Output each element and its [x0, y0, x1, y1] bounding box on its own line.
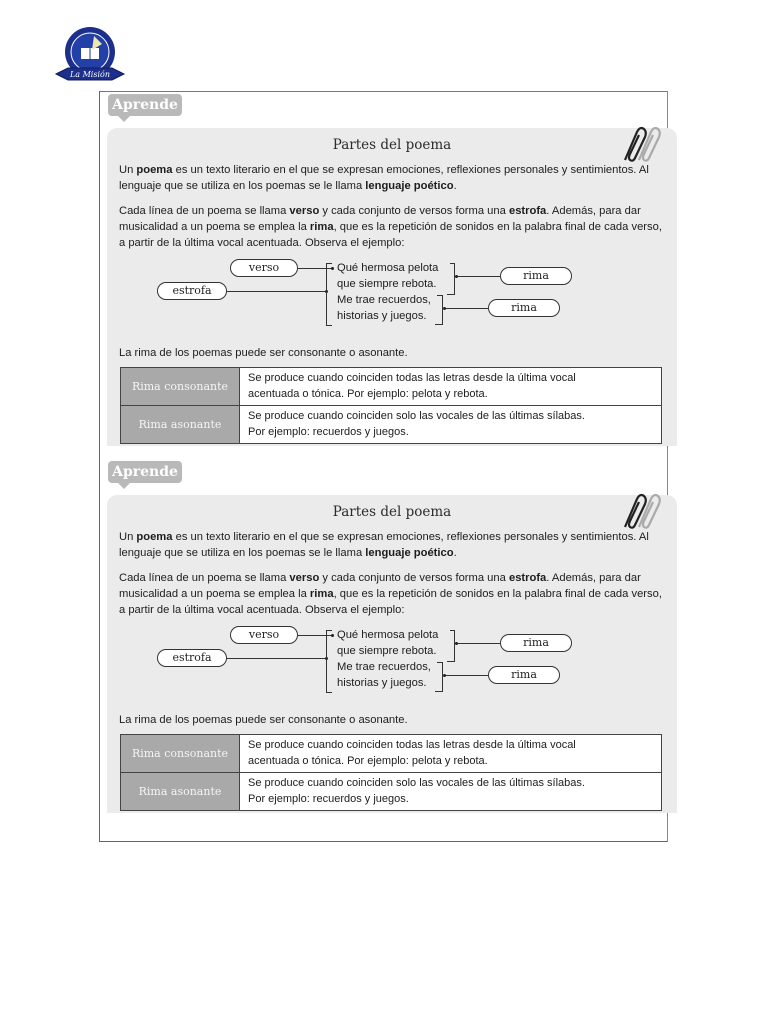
connector [456, 643, 500, 644]
verso-label: verso [230, 626, 298, 644]
row-header: Rima asonante [121, 773, 240, 811]
rima-label-2: rima [488, 666, 560, 684]
connector [444, 675, 488, 676]
svg-text:La Misión: La Misión [69, 70, 111, 79]
lesson-card [107, 128, 677, 446]
lesson-card [107, 495, 677, 813]
paperclip-icon [613, 124, 663, 164]
rhyme-types-table [120, 734, 662, 811]
row-description: Se produce cuando coinciden todas las letras desde la última vocal acentuada o tónica. Por ejemplo: pelota y rebota. [240, 735, 662, 773]
bracket-tick [450, 263, 455, 264]
row-description: Se produce cuando coinciden solo las vocales de las últimas sílabas. Por ejemplo: recuerdos y juegos. [240, 773, 662, 811]
bracket-tick [450, 630, 455, 631]
rhyme-types-table [120, 367, 662, 444]
table-row [121, 406, 662, 444]
verse-line: Me trae recuerdos, [337, 294, 431, 306]
connector [227, 291, 327, 292]
school-crest-icon [54, 26, 126, 86]
learn-section-2 [100, 458, 668, 823]
rima-bracket-2 [442, 295, 443, 325]
bracket-tick [326, 263, 332, 264]
connector-dot [443, 674, 446, 677]
rima-bracket-2 [442, 662, 443, 692]
definition-paragraph: Cada línea de un poema se llama verso y cada conjunto de versos forma una estrofa. Además, para dar musicalidad a un poema se emplea la rima, que es la repetición de sonidos en la palabra final de cada verso, a partir de la última vocal acentuada. Observa el ejemplo: [119, 205, 662, 249]
lesson-title: Partes del poema [332, 504, 452, 520]
connector [444, 308, 488, 309]
intro-paragraph: Un poema es un texto literario en el que se expresan emociones, reflexiones personales y sentimientos. Al lenguaje que se utiliza en los poemas se le llama lenguaje poético. [119, 164, 649, 192]
lesson-title: Partes del poema [332, 137, 452, 153]
estrofa-label: estrofa [157, 282, 227, 300]
learn-section-1 [100, 91, 668, 456]
rhyme-types-intro: La rima de los poemas puede ser consonante o asonante. [119, 347, 408, 359]
school-logo [54, 26, 126, 86]
definition-paragraph: Cada línea de un poema se llama verso y cada conjunto de versos forma una estrofa. Además, para dar musicalidad a un poema se emplea la rima, que es la repetición de sonidos en la palabra final de cada verso, a partir de la última vocal acentuada. Observa el ejemplo: [119, 572, 662, 616]
rima-bracket-1 [454, 630, 455, 662]
aprende-tag: Aprende [108, 94, 182, 116]
connector [227, 658, 327, 659]
row-header: Rima asonante [121, 406, 240, 444]
connector-dot [455, 642, 458, 645]
bracket-tick [326, 692, 332, 693]
rima-label-1: rima [500, 267, 572, 285]
row-header: Rima consonante [121, 368, 240, 406]
bracket-tick [447, 661, 455, 662]
estrofa-bracket [326, 263, 327, 326]
aprende-tag: Aprende [108, 461, 182, 483]
rima-bracket-1 [454, 263, 455, 295]
verso-label: verso [230, 259, 298, 277]
row-header: Rima consonante [121, 735, 240, 773]
verse-line: Me trae recuerdos, [337, 661, 431, 673]
row-description: Se produce cuando coinciden todas las letras desde la última vocal acentuada o tónica. Por ejemplo: pelota y rebota. [240, 368, 662, 406]
verse-line: que siempre rebota. [337, 278, 437, 290]
bracket-tick [435, 324, 443, 325]
connector [456, 276, 500, 277]
rhyme-types-intro: La rima de los poemas puede ser consonante o asonante. [119, 714, 408, 726]
bracket-tick [326, 630, 332, 631]
verse-line: Qué hermosa pelota [337, 629, 439, 641]
bracket-tick [447, 294, 455, 295]
estrofa-bracket [326, 630, 327, 693]
bracket-tick [437, 662, 443, 663]
verse-line: que siempre rebota. [337, 645, 437, 657]
rima-label-1: rima [500, 634, 572, 652]
table-row [121, 368, 662, 406]
connector-dot [331, 267, 334, 270]
table-row [121, 773, 662, 811]
connector-dot [331, 634, 334, 637]
verse-line: historias y juegos. [337, 677, 427, 689]
connector-dot [455, 275, 458, 278]
paperclip-icon [613, 491, 663, 531]
connector-dot [443, 307, 446, 310]
estrofa-label: estrofa [157, 649, 227, 667]
bracket-tick [435, 691, 443, 692]
table-row [121, 735, 662, 773]
bracket-tick [326, 325, 332, 326]
intro-paragraph: Un poema es un texto literario en el que se expresan emociones, reflexiones personales y sentimientos. Al lenguaje que se utiliza en los poemas se le llama lenguaje poético. [119, 531, 649, 559]
verse-line: Qué hermosa pelota [337, 262, 439, 274]
row-description: Se produce cuando coinciden solo las vocales de las últimas sílabas. Por ejemplo: recuerdos y juegos. [240, 406, 662, 444]
bracket-tick [437, 295, 443, 296]
verse-line: historias y juegos. [337, 310, 427, 322]
rima-label-2: rima [488, 299, 560, 317]
